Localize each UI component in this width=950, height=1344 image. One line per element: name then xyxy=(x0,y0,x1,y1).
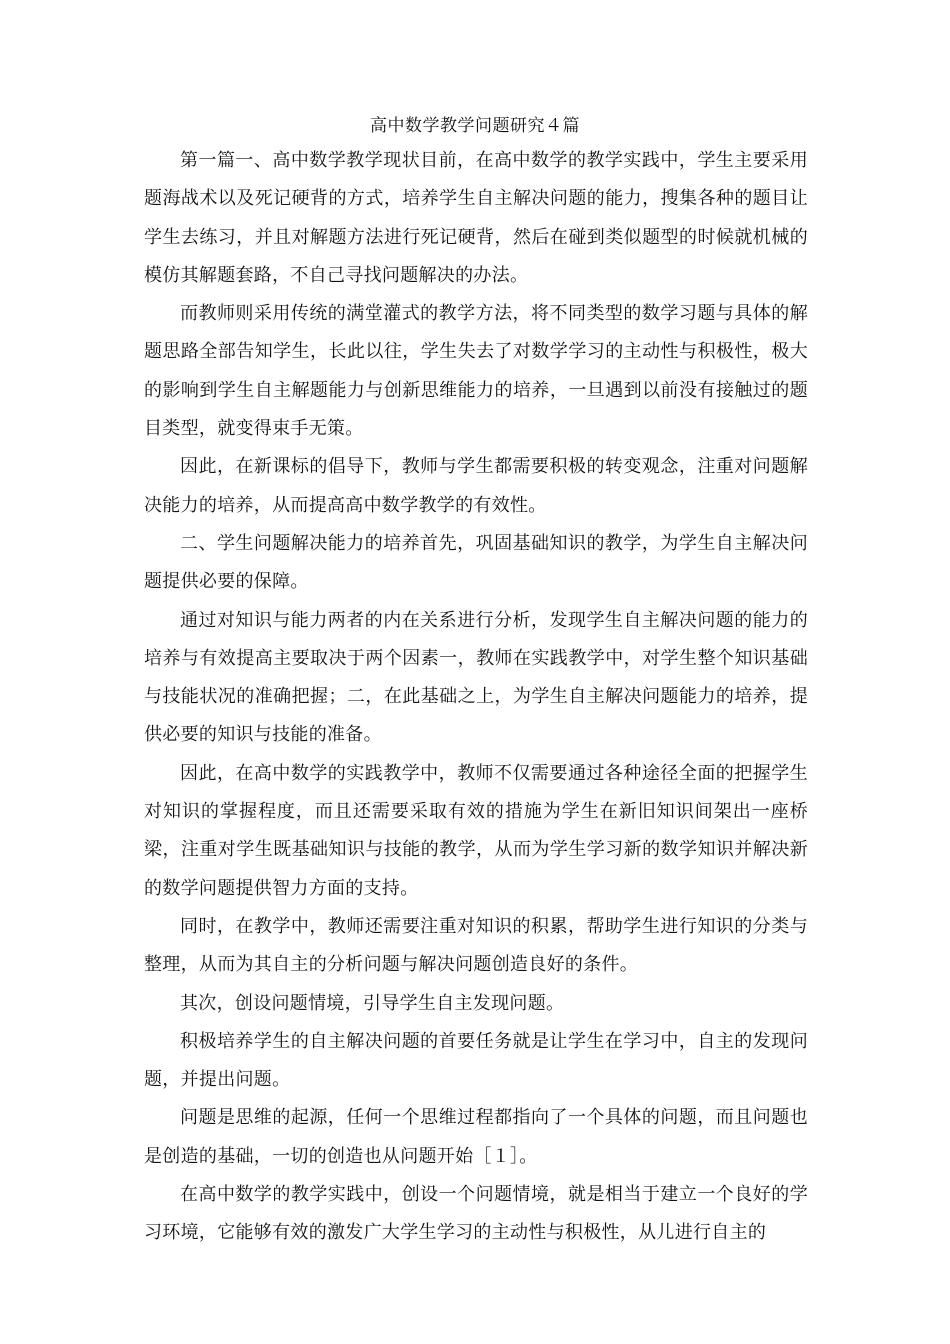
paragraph: 同时，在教学中，教师还需要注重对知识的积累，帮助学生进行知识的分类与整理，从而为其自主的分析问题与解决问题创造良好的条件。 xyxy=(144,915,808,976)
document-body xyxy=(144,142,808,1253)
paragraph: 而教师则采用传统的满堂灌式的教学方法，将不同类型的数学习题与具体的解题思路全部告知学生，长此以往，学生失去了对数学学习的主动性与积极性，极大的影响到学生自主解题能力与创新思维能力的培养，一旦遇到以前没有接触过的题目类型，就变得束手无策。 xyxy=(144,303,808,440)
paragraph: 因此，在高中数学的实践教学中，教师不仅需要通过各种途径全面的把握学生对知识的掌握程度，而且还需要采取有效的措施为学生在新旧知识间架出一座桥梁，注重对学生既基础知识与技能的教学，从而为学生学习新的数学知识并解决新的数学问题提供智力方面的支持。 xyxy=(144,762,808,899)
paragraph: 通过对知识与能力两者的内在关系进行分析，发现学生自主解决问题的能力的培养与有效提高主要取决于两个因素一，教师在实践教学中，对学生整个知识基础与技能状况的准确把握；二，在此基础之上，为学生自主解决问题能力的培养，提供必要的知识与技能的准备。 xyxy=(144,609,808,746)
paragraph: 第一篇一、高中数学教学现状目前，在高中数学的教学实践中，学生主要采用题海战术以及死记硬背的方式，培养学生自主解决问题的能力，搜集各种的题目让学生去练习，并且对解题方法进行死记硬背，然后在碰到类似题型的时候就机械的模仿其解题套路，不自己寻找问题解决的办法。 xyxy=(144,150,808,286)
paragraph: 因此，在新课标的倡导下，教师与学生都需要积极的转变观念，注重对问题解决能力的培养，从而提高高中数学教学的有效性。 xyxy=(144,456,808,516)
paragraph: 积极培养学生的自主解决问题的首要任务就是让学生在学习中，自主的发现问题，并提出问题。 xyxy=(144,1030,808,1091)
document-title: 高中数学教学问题研究４篇 xyxy=(370,116,580,136)
paragraph: 在高中数学的教学实践中，创设一个问题情境，就是相当于建立一个良好的学习环境，它能够有效的激发广大学生学习的主动性与积极性，从儿进行自主的 xyxy=(144,1184,808,1244)
paragraph: 其次，创设问题情境，引导学生自主发现问题。 xyxy=(180,992,565,1014)
paragraph: 问题是思维的起源，任何一个思维过程都指向了一个具体的问题，而且问题也是创造的基础，一切的创造也从问题开始［１］。 xyxy=(144,1107,808,1167)
paragraph: 二、学生问题解决能力的培养首先，巩固基础知识的教学，为学生自主解决问题提供必要的保障。 xyxy=(144,532,808,593)
